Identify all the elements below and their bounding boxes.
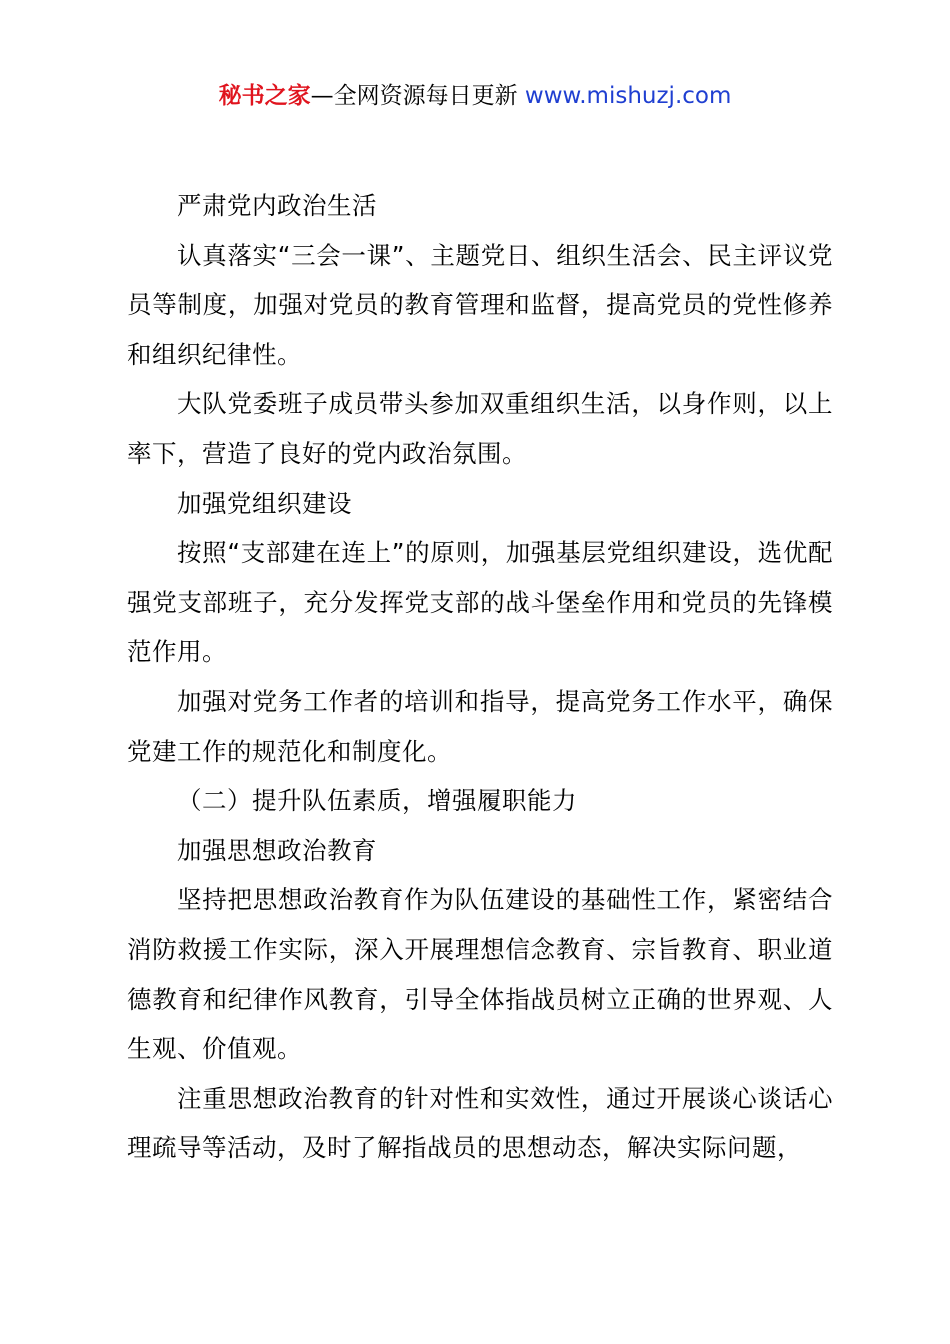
- document-body: [127, 181, 833, 1173]
- body-paragraph: 加强对党务工作者的培训和指导，提高党务工作水平，确保党建工作的规范化和制度化。: [127, 686, 833, 766]
- heading-party-organization: 加强党组织建设: [177, 488, 352, 518]
- brand-name: 秘书之家: [218, 83, 311, 109]
- body-paragraph: 按照“支部建在连上”的原则，加强基层党组织建设，选优配强党支部班子，充分发挥党支部的战斗堡垒作用和党员的先锋模范作用。: [127, 538, 833, 667]
- section-heading: （二）提升队伍素质，增强履职能力: [177, 786, 577, 816]
- heading-political-life: 严肃党内政治生活: [177, 191, 377, 220]
- header-tagline: —全网资源每日更新: [310, 83, 525, 109]
- heading-ideological-education: 加强思想政治教育: [177, 835, 377, 865]
- body-paragraph: 认真落实“三会一课”、主题党日、组织生活会、民主评议党员等制度，加强对党员的教育管理和监督，提高党员的党性修养和组织纪律性。: [127, 240, 833, 369]
- body-paragraph: 注重思想政治教育的针对性和实效性，通过开展谈心谈话心理疏导等活动，及时了解指战员的思想动态，解决实际问题，: [127, 1083, 833, 1163]
- body-paragraph: 大队党委班子成员带头参加双重组织生活，以身作则，以上率下，营造了良好的党内政治氛围。: [127, 389, 833, 468]
- header-url-link[interactable]: www.mishuzj.com: [524, 83, 732, 109]
- body-paragraph: 坚持把思想政治教育作为队伍建设的基础性工作，紧密结合消防救援工作实际，深入开展理想信念教育、宗旨教育、职业道德教育和纪律作风教育，引导全体指战员树立正确的世界观、人生观、价值观。: [127, 885, 833, 1064]
- page-header: [0, 78, 950, 114]
